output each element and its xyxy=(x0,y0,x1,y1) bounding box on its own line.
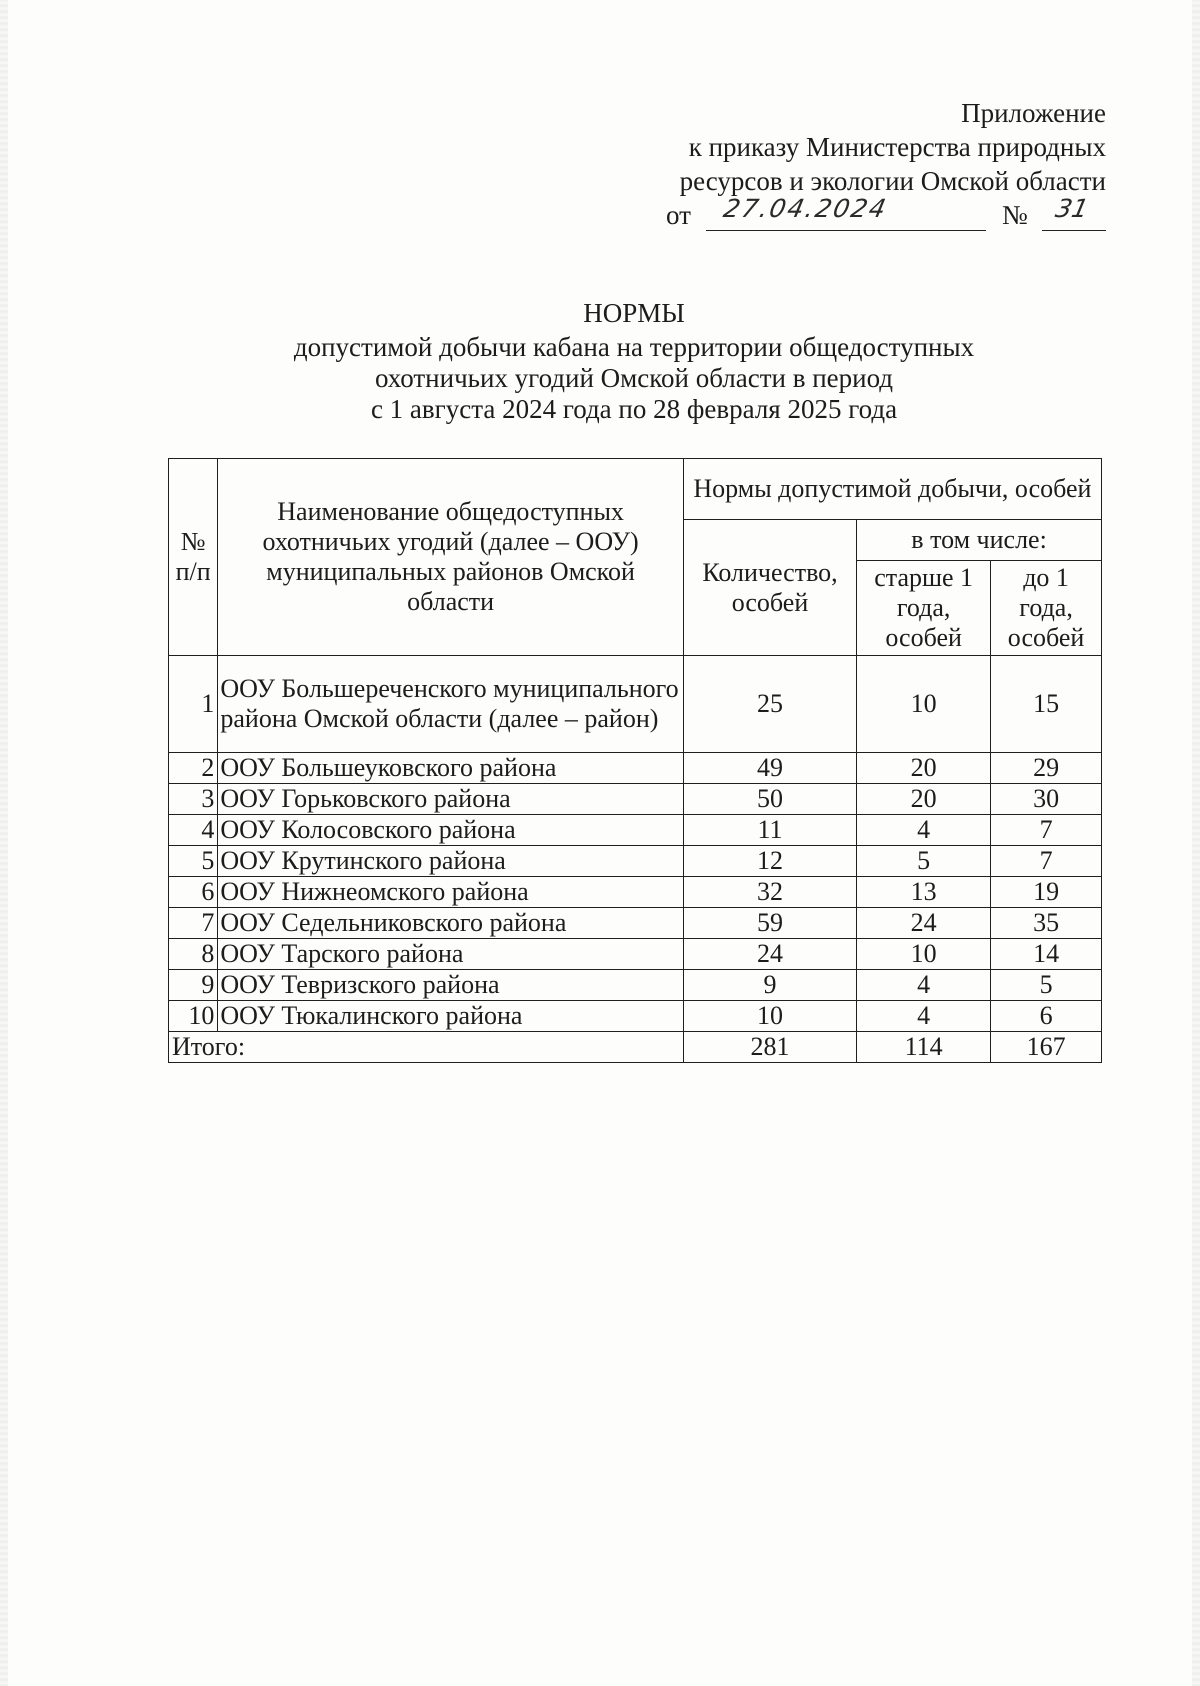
cell-younger: 14 xyxy=(991,939,1102,970)
table-row xyxy=(169,846,1102,877)
cell-younger: 7 xyxy=(991,815,1102,846)
header-name: Наименование общедоступных охотничьих угодий (далее – ООУ) муниципальных районов Омской области xyxy=(218,459,683,656)
norms-table xyxy=(168,458,1102,1063)
cell-older: 20 xyxy=(857,753,991,784)
header-num: № п/п xyxy=(169,459,218,656)
cell-younger: 6 xyxy=(991,1001,1102,1032)
cell-older: 5 xyxy=(857,846,991,877)
cell-num: 10 xyxy=(169,1001,218,1032)
table-row xyxy=(169,656,1102,753)
total-younger: 167 xyxy=(991,1032,1102,1063)
title-main: НОРМЫ xyxy=(583,298,685,328)
table-row xyxy=(169,815,1102,846)
cell-qty: 9 xyxy=(683,970,856,1001)
table-row xyxy=(169,877,1102,908)
title-line-4: с 1 августа 2024 года по 28 февраля 2025 года xyxy=(370,394,898,424)
number-label: № xyxy=(1002,200,1028,230)
total-label: Итого: xyxy=(169,1032,684,1063)
order-date-handwritten: 27.04.2024 xyxy=(721,194,891,223)
cell-younger: 7 xyxy=(991,846,1102,877)
table-header-row-1 xyxy=(169,459,1102,520)
cell-name: ООУ Крутинского района xyxy=(218,846,683,877)
cell-qty: 59 xyxy=(683,908,856,939)
document-title xyxy=(170,298,1098,425)
table-row xyxy=(169,908,1102,939)
cell-younger: 30 xyxy=(991,784,1102,815)
cell-qty: 50 xyxy=(683,784,856,815)
table-row xyxy=(169,1001,1102,1032)
cell-name: ООУ Тарского района xyxy=(218,939,683,970)
cell-younger: 35 xyxy=(991,908,1102,939)
cell-qty: 49 xyxy=(683,753,856,784)
title-line-3: охотничьих угодий Омской области в период xyxy=(374,363,894,393)
cell-younger: 19 xyxy=(991,877,1102,908)
cell-name: ООУ Большереченского муниципального района Омской области (далее – район) xyxy=(218,656,683,753)
cell-younger: 5 xyxy=(991,970,1102,1001)
cell-name: ООУ Седельниковского района xyxy=(218,908,683,939)
cell-qty: 25 xyxy=(683,656,856,753)
appendix-line-2: к приказу Министерства природных xyxy=(688,132,1106,162)
cell-younger: 15 xyxy=(991,656,1102,753)
cell-name: ООУ Горьковского района xyxy=(218,784,683,815)
order-date-field xyxy=(706,194,986,231)
from-label: от xyxy=(666,200,691,230)
appendix-header xyxy=(626,96,1106,198)
cell-qty: 12 xyxy=(683,846,856,877)
cell-num: 6 xyxy=(169,877,218,908)
header-qty: Количество, особей xyxy=(683,520,856,656)
cell-older: 10 xyxy=(857,656,991,753)
cell-num: 2 xyxy=(169,753,218,784)
table-row xyxy=(169,970,1102,1001)
cell-qty: 32 xyxy=(683,877,856,908)
header-younger: до 1 года, особей xyxy=(991,561,1102,656)
total-older: 114 xyxy=(857,1032,991,1063)
cell-qty: 10 xyxy=(683,1001,856,1032)
title-line-2: допустимой добычи кабана на территории общедоступных xyxy=(293,332,975,362)
cell-qty: 24 xyxy=(683,939,856,970)
appendix-line-1: Приложение xyxy=(961,98,1106,128)
scan-edge-right xyxy=(1192,0,1200,1686)
cell-num: 7 xyxy=(169,908,218,939)
table-total-row xyxy=(169,1032,1102,1063)
header-older: старше 1 года, особей xyxy=(857,561,991,656)
table-row xyxy=(169,784,1102,815)
appendix-line-3: ресурсов и экологии Омской области xyxy=(679,166,1106,196)
cell-qty: 11 xyxy=(683,815,856,846)
cell-younger: 29 xyxy=(991,753,1102,784)
cell-older: 13 xyxy=(857,877,991,908)
cell-num: 8 xyxy=(169,939,218,970)
cell-num: 4 xyxy=(169,815,218,846)
cell-older: 10 xyxy=(857,939,991,970)
cell-name: ООУ Большеуковского района xyxy=(218,753,683,784)
cell-num: 1 xyxy=(169,656,218,753)
table-row xyxy=(169,753,1102,784)
header-including: в том числе: xyxy=(857,520,1102,561)
cell-name: ООУ Колосовского района xyxy=(218,815,683,846)
cell-name: ООУ Тевризского района xyxy=(218,970,683,1001)
table-row xyxy=(169,939,1102,970)
order-date-number-line xyxy=(666,194,1106,232)
cell-older: 4 xyxy=(857,1001,991,1032)
cell-num: 5 xyxy=(169,846,218,877)
cell-name: ООУ Нижнеомского района xyxy=(218,877,683,908)
cell-older: 4 xyxy=(857,970,991,1001)
header-norms: Нормы допустимой добычи, особей xyxy=(683,459,1101,520)
cell-name: ООУ Тюкалинского района xyxy=(218,1001,683,1032)
cell-older: 4 xyxy=(857,815,991,846)
cell-older: 24 xyxy=(857,908,991,939)
total-qty: 281 xyxy=(683,1032,856,1063)
cell-num: 9 xyxy=(169,970,218,1001)
order-number-field xyxy=(1042,194,1106,231)
cell-older: 20 xyxy=(857,784,991,815)
scan-edge-left xyxy=(0,0,8,1686)
order-number-handwritten: 31 xyxy=(1053,194,1092,223)
cell-num: 3 xyxy=(169,784,218,815)
